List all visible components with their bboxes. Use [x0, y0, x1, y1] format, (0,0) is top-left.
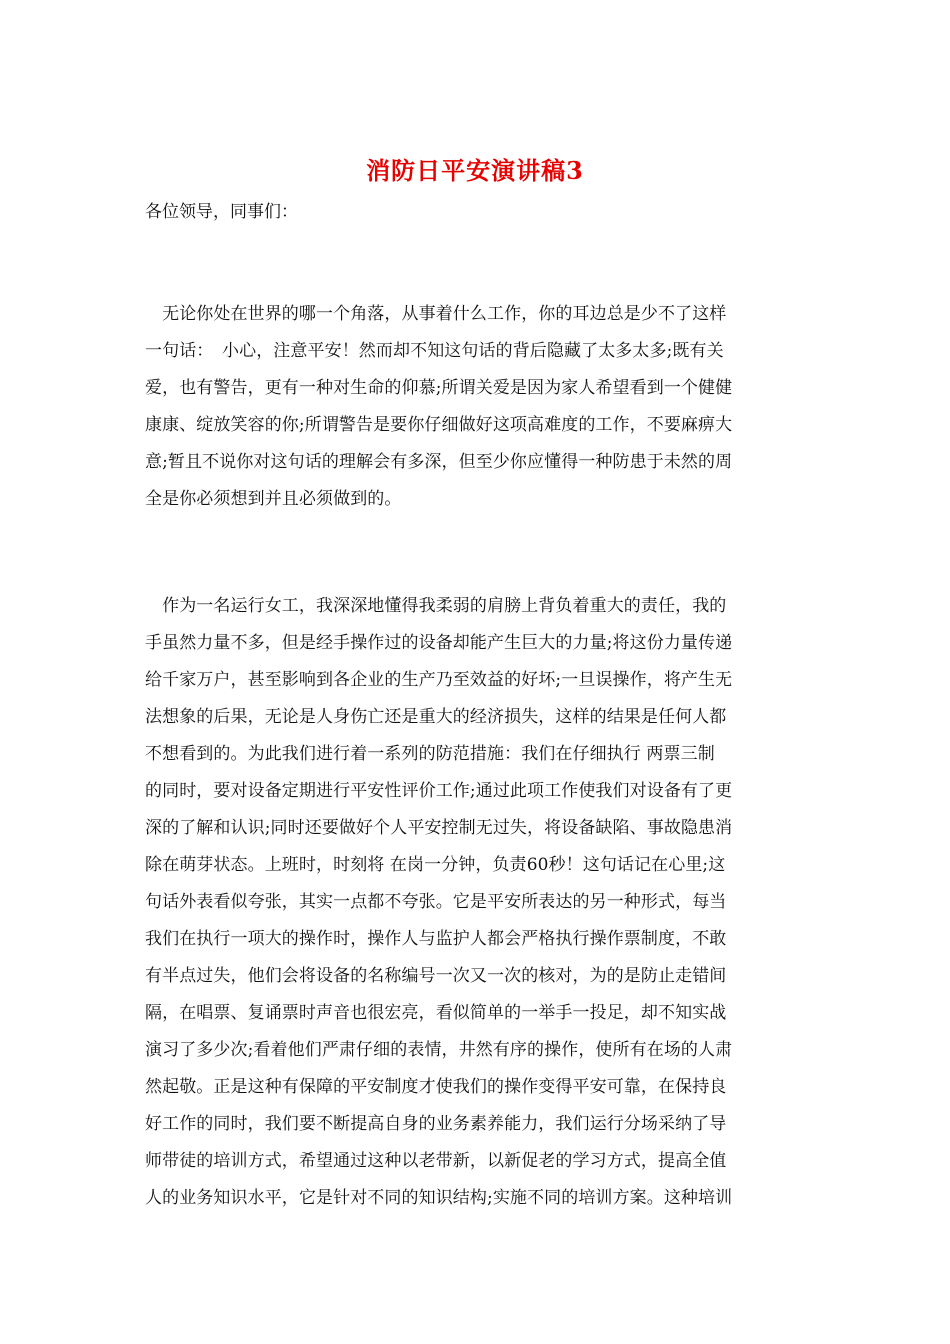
paragraph-line: 有半点过失，他们会将设备的名称编号一次又一次的核对，为的是防止走错间: [145, 966, 727, 986]
paragraph-line: 好工作的同时，我们要不断提高自身的业务素养能力，我们运行分场采纳了导: [145, 1114, 727, 1134]
paragraph-line: 我们在执行一项大的操作时，操作人与监护人都会严格执行操作票制度，不敢: [145, 929, 727, 949]
greeting-line: 各位领导，同事们：: [145, 202, 298, 222]
paragraph-line: 康康、绽放笑容的你;所谓警告是要你仔细做好这项高难度的工作，不要麻痹大: [145, 415, 733, 435]
paragraph-line: 的同时，要对设备定期进行平安性评价工作;通过此项工作使我们对设备有了更: [145, 781, 733, 801]
paragraph-line: 人的业务知识水平，它是针对不同的知识结构;实施不同的培训方案。这种培训: [145, 1188, 733, 1208]
paragraph-line: 演习了多少次;看着他们严肃仔细的表情，井然有序的操作，使所有在场的人肃: [145, 1040, 733, 1060]
paragraph-2: [145, 588, 815, 1217]
paragraph-line: 深的了解和认识;同时还要做好个人平安控制无过失，将设备缺陷、事故隐患消: [145, 818, 733, 838]
paragraph-line: 一句话： 小心，注意平安！然而却不知这句话的背后隐藏了太多太多;既有关: [145, 341, 724, 361]
paragraph-line: 师带徒的培训方式，希望通过这种以老带新，以新促老的学习方式，提高全值: [145, 1151, 727, 1171]
paragraph-line: 给千家万户，甚至影响到各企业的生产乃至效益的好坏;一旦误操作，将产生无: [145, 670, 733, 690]
paragraph-line: 作为一名运行女工，我深深地懂得我柔弱的肩膀上背负着重大的责任，我的: [145, 596, 727, 616]
paragraph-line: 隔，在唱票、复诵票时声音也很宏亮，看似简单的一举手一投足，却不知实战: [145, 1003, 727, 1023]
paragraph-line: 全是你必须想到并且必须做到的。: [145, 489, 402, 509]
paragraph-line: 手虽然力量不多，但是经手操作过的设备却能产生巨大的力量;将这份力量传递: [145, 633, 733, 653]
paragraph-line: 法想象的后果，无论是人身伤亡还是重大的经济损失，这样的结果是任何人都: [145, 707, 727, 727]
paragraph-line: 然起敬。正是这种有保障的平安制度才使我们的操作变得平安可靠，在保持良: [145, 1077, 727, 1097]
paragraph-1: [145, 296, 815, 518]
paragraph-line: 除在萌芽状态。上班时，时刻将 在岗一分钟，负责60秒！这句话记在心里;这: [145, 855, 726, 875]
paragraph-line: 意;暂且不说你对这句话的理解会有多深，但至少你应懂得一种防患于未然的周: [145, 452, 733, 472]
paragraph-line: 句话外表看似夸张，其实一点都不夸张。它是平安所表达的另一种形式，每当: [145, 892, 727, 912]
paragraph-line: 无论你处在世界的哪一个角落，从事着什么工作，你的耳边总是少不了这样: [145, 304, 727, 324]
document-title: 消防日平安演讲稿3: [366, 156, 584, 185]
paragraph-line: 爱，也有警告，更有一种对生命的仰慕;所谓关爱是因为家人希望看到一个健健: [145, 378, 733, 398]
paragraph-line: 不想看到的。为此我们进行着一系列的防范措施：我们在仔细执行 两票三制: [145, 744, 715, 764]
